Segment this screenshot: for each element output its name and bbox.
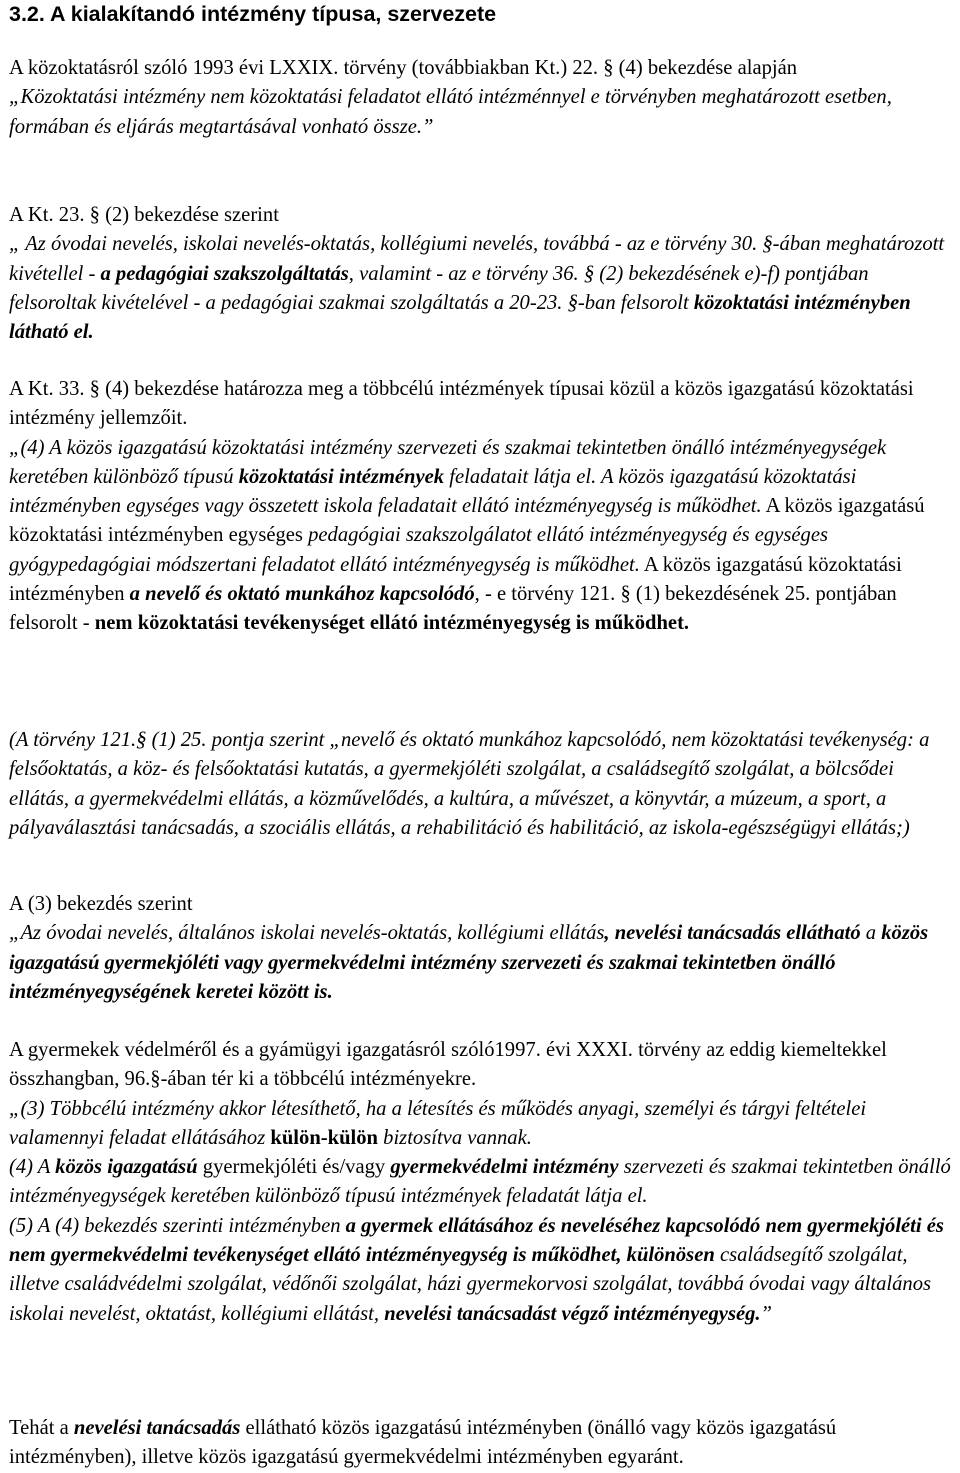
text-run: feladatait látja el. A közös igazgatású közoktatási intézményben egységes vagy összetett iskola feladatait ellátó intézményegység is működhet. bbox=[9, 465, 857, 518]
text-run: gyermekvédelmi intézmény bbox=[390, 1156, 619, 1179]
text-run: A gyermekek védelméről és a gyámügyi igazgatásról szóló1997. évi XXXI. törvény az eddig kiemeltekkel összhangban, 96.§-ában tér ki a többcélú intézményekre. bbox=[9, 1039, 887, 1091]
text-run: A Kt. 23. § (2) bekezdése szerint bbox=[9, 204, 279, 226]
text-run: nevelési tanácsadás bbox=[73, 1417, 241, 1439]
paragraph-conclusion bbox=[9, 1414, 957, 1473]
text-run: A közös igazgatású közoktatási intézményben egységes bbox=[9, 495, 925, 547]
text-run: szervezeti és szakmai tekintetben önálló intézményegységek keretében különböző típusú intézmények feladatát látja el. bbox=[9, 1156, 951, 1208]
text-run: közös igazgatású bbox=[55, 1156, 198, 1179]
text-run: „Az óvodai nevelés, általános iskolai nevelés-oktatás, kollégiumi ellátás bbox=[9, 922, 605, 945]
text-run: a bbox=[860, 922, 882, 945]
paragraph-kt-22 bbox=[9, 54, 957, 142]
text-run: nevelési tanácsadást végző intézményegység. bbox=[384, 1302, 761, 1325]
text-run: külön-külön bbox=[270, 1126, 379, 1149]
text-run: Tehát a bbox=[9, 1417, 74, 1439]
section-heading: 3.2. A kialakítandó intézmény típusa, szervezete bbox=[9, 2, 497, 26]
text-run: nem közoktatási tevékenységet ellátó intézményegység is működhet. bbox=[94, 612, 690, 635]
text-run: , - e törvény 121. § (1) bekezdésének 25. pontjában felsorolt - bbox=[9, 583, 897, 635]
text-run: „Közoktatási intézmény nem közoktatási feladatot ellátó intézménnyel e törvényben meghatározott esetben, formában és eljárás megtartásával vonható össze.” bbox=[9, 86, 892, 138]
text-run: , valamint - az e törvény 36. § (2) bekezdésének e)-f) pontjában felsoroltak kivételével - a pedagógiai szakmai szolgáltatás a 20-23. §-ban felsorolt bbox=[9, 262, 869, 314]
text-run: A közoktatásról szóló 1993 évi LXXIX. törvény (továbbiakban Kt.) 22. § (4) bekezdése alapján bbox=[9, 57, 798, 79]
text-run: a pedagógiai szakszolgáltatás bbox=[100, 262, 349, 285]
text-run: „(3) Többcélú intézmény akkor létesíthető, ha a létesítés és működés anyagi, személyi és tárgyi feltételei valamennyi feladat ellátásához bbox=[9, 1097, 867, 1149]
paragraph-kt-23 bbox=[9, 201, 957, 347]
paragraph-gyvt-96 bbox=[9, 1036, 957, 1329]
text-run: biztosítva vannak. bbox=[378, 1126, 532, 1149]
text-run: ellátható közös igazgatású intézményben (önálló vagy közös igazgatású intézményben), illetve közös igazgatású gyermekvédelmi intézményben egyaránt. bbox=[9, 1417, 837, 1469]
paragraph-kt-33 bbox=[9, 375, 957, 639]
text-run: A Kt. 33. § (4) bekezdése határozza meg a többcélú intézmények típusai közül a közös igazgatású közoktatási intézmény jellemzőit. bbox=[9, 378, 914, 430]
text-run: közös igazgatású gyermekjóléti vagy gyermekvédelmi intézmény szervezeti és szakmai tekintetben önálló intézményegységének keretei között is. bbox=[9, 922, 929, 1003]
paragraph-bekezdes-3 bbox=[9, 890, 957, 1007]
text-run: gyermekjóléti és/vagy bbox=[197, 1156, 391, 1179]
text-run: közoktatási intézmények bbox=[238, 465, 445, 488]
paragraph-121-25 bbox=[9, 726, 957, 843]
text-run: pedagógiai szakszolgálatot ellátó intézményegység és egységes gyógypedagógiai módszertani feladatot ellátó intézményegység is működhet. bbox=[9, 524, 828, 576]
text-run: (A törvény 121.§ (1) 25. pontja szerint „nevelő és oktató munkához kapcsolódó, nem közoktatási tevékenység: a felsőoktatás, a köz- és felsőoktatási kutatás, a gyermekjóléti szolgálat, a családsegítő szolgálat, a bölcsődei ellátás, a gyermekvédelmi ellátás, a közművelődés, a kultúra, a művészet, a könyvtár, a múzeum, a sport, a pályaválasztási tanácsadás, a szociális ellátás, a rehabilitáció és habilitáció, az iskola-egészségügyi ellátás;) bbox=[9, 729, 930, 839]
text-run: , nevelési tanácsadás ellátható bbox=[604, 922, 861, 945]
text-run: (4) A bbox=[9, 1156, 56, 1179]
text-run: „ Az óvodai nevelés, iskolai nevelés-oktatás, kollégiumi nevelés, továbbá - az e törvény 30. §-ában meghatározott kivétellel - bbox=[9, 233, 945, 285]
text-run: A (3) bekezdés szerint bbox=[9, 893, 193, 915]
text-run: (5) A (4) bekezdés szerinti intézményben bbox=[9, 1214, 346, 1237]
text-run: közoktatási intézményben látható el. bbox=[9, 291, 911, 344]
text-run: ” bbox=[760, 1302, 773, 1325]
text-run: a nevelő és oktató munkához kapcsolódó bbox=[129, 583, 475, 606]
text-run: családsegítő szolgálat, illetve családvédelmi szolgálat, védőnői szolgálat, házi gyermekorvosi szolgálat, továbbá óvodai vagy általános iskolai nevelést, oktatást, kollégiumi ellátást, bbox=[9, 1244, 932, 1325]
text-run: A közös igazgatású közoktatási intézményben bbox=[9, 553, 902, 606]
text-run: „(4) A közös igazgatású közoktatási intézmény szervezeti és szakmai tekintetben önálló intézményegységek keretében különböző típusú bbox=[9, 436, 887, 488]
text-run: a gyermek ellátásához és neveléséhez kapcsolódó nem gyermekjóléti és nem gyermekvédelmi tevékenységet ellátó intézményegység is működhet, különösen bbox=[9, 1214, 944, 1267]
